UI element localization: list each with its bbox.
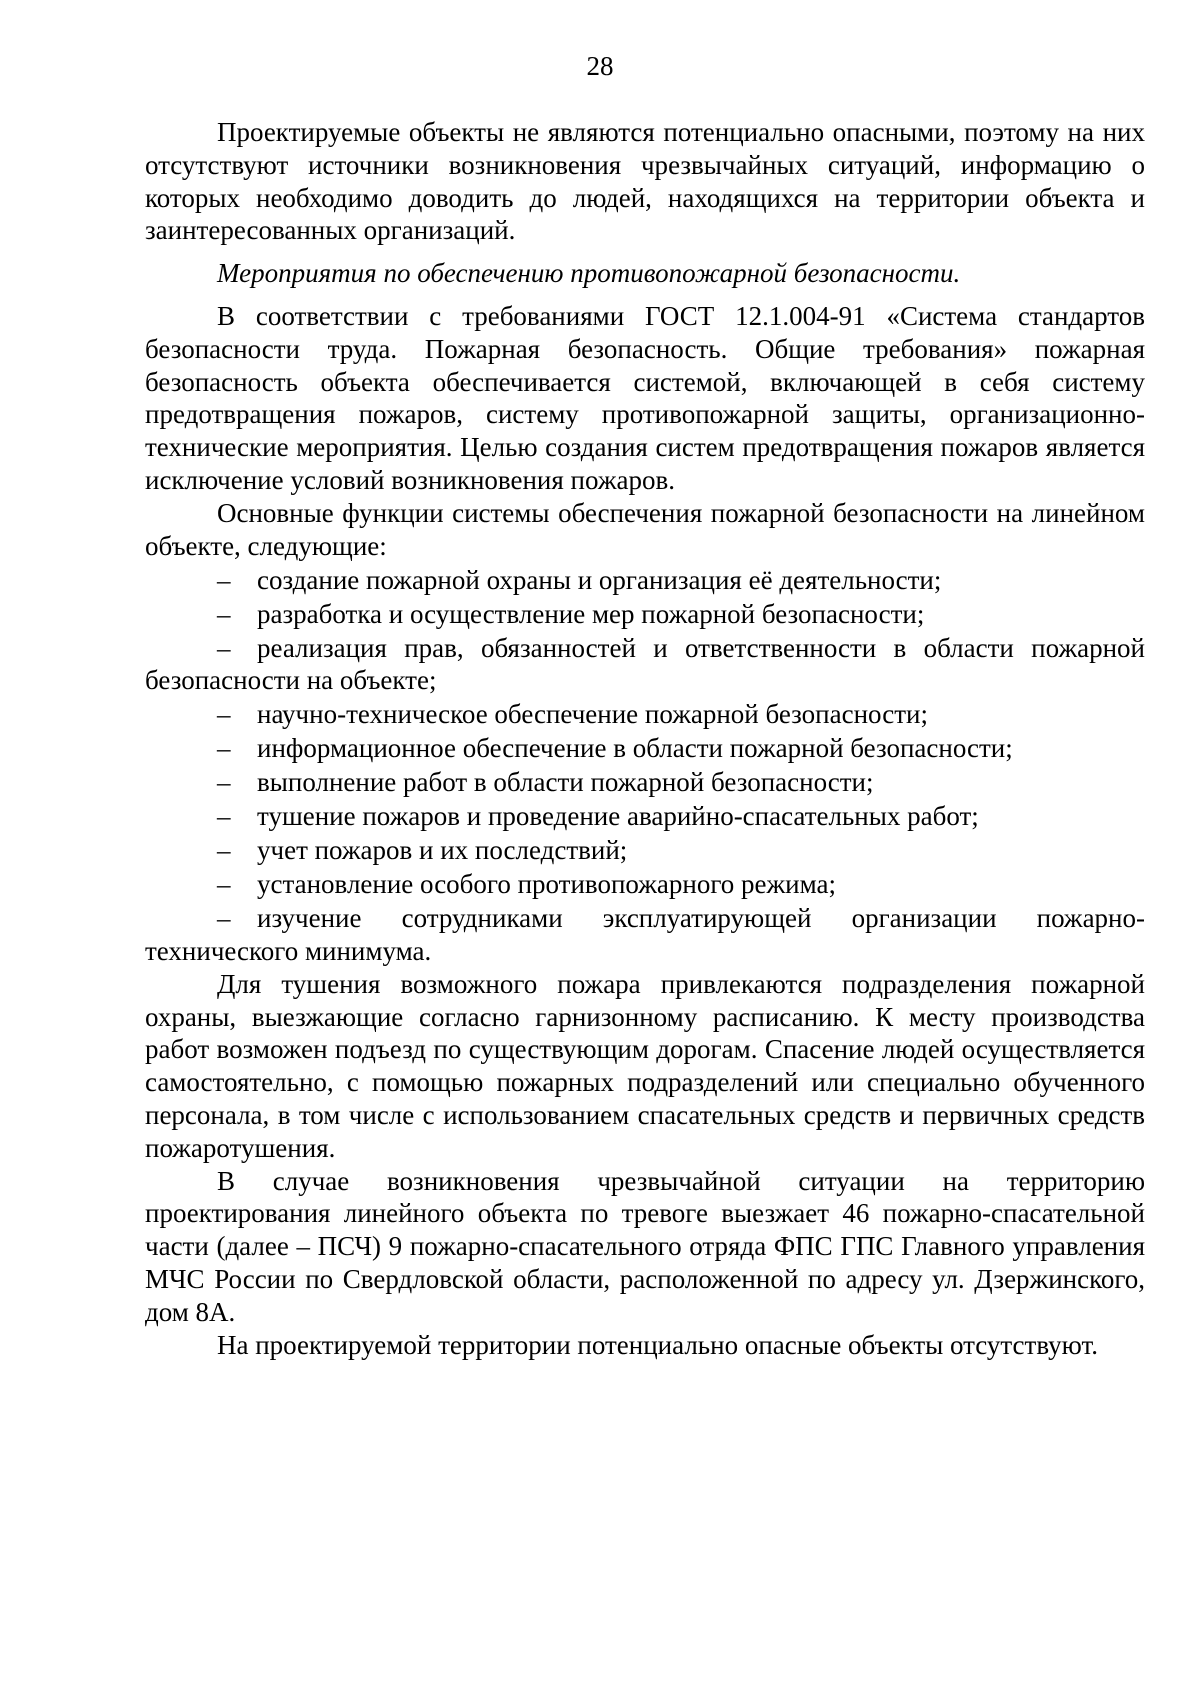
list-item bbox=[145, 562, 1145, 596]
list-item-text: создание пожарной охраны и организация её деятельности; bbox=[257, 564, 942, 595]
list-item-text: установление особого противопожарного режима; bbox=[257, 869, 836, 900]
dash-marker: – bbox=[217, 835, 231, 866]
list-item-text: учет пожаров и их последствий; bbox=[257, 835, 628, 866]
paragraph-conclusion: На проектируемой территории потенциально опасные объекты отсутствуют. bbox=[217, 1329, 1098, 1360]
paragraph-emergency-response: В случае возникновения чрезвычайной ситуации на территорию проектирования линейного объекта по тревоге выезжает 46 пожарно-спасательной части (далее – ПСЧ) 9 пожарно-спасательного отряда ФПС ГПС Главного управления МЧС России по Свердловской области, расположенной по адресу ул. Дзержинского, дом 8А. bbox=[145, 1165, 1145, 1327]
list-item bbox=[145, 867, 1145, 901]
paragraph-extinguishing: Для тушения возможного пожара привлекаются подразделения пожарной охраны, выезжающие согласно гарнизонному расписанию. К месту производства работ возможен подъезд по существующим дорогам. Спасение людей осуществляется самостоятельно, с помощью пожарных подразделений или специально обученного персонала, в том числе с использованием спасательных средств и первичных средств пожаротушения. bbox=[145, 968, 1145, 1163]
list-item bbox=[145, 901, 1145, 968]
list-item-text: тушение пожаров и проведение аварийно-спасательных работ; bbox=[257, 801, 979, 832]
document-body bbox=[145, 116, 1145, 1361]
list-item bbox=[145, 731, 1145, 765]
paragraph-intro: Проектируемые объекты не являются потенциально опасными, поэтому на них отсутствуют источники возникновения чрезвычайных ситуаций, информацию о которых необходимо доводить до людей, находящихся на территории объекта и заинтересованных организаций. bbox=[145, 117, 1145, 246]
dash-marker: – bbox=[217, 801, 231, 832]
list-item bbox=[145, 596, 1145, 630]
dash-marker: – bbox=[217, 903, 231, 934]
list-item bbox=[145, 630, 1145, 697]
list-item bbox=[145, 833, 1145, 867]
dash-marker: – bbox=[217, 767, 231, 798]
list-item-text: изучение сотрудниками эксплуатирующей организации пожарно-технического минимума. bbox=[145, 903, 1145, 966]
list-item-text: научно-техническое обеспечение пожарной безопасности; bbox=[257, 699, 928, 730]
list-item-text: реализация прав, обязанностей и ответственности в области пожарной безопасности на объекте; bbox=[145, 632, 1145, 696]
list-item bbox=[145, 697, 1145, 731]
dash-marker: – bbox=[217, 632, 231, 663]
dash-marker: – bbox=[217, 733, 231, 764]
list-item-text: информационное обеспечение в области пожарной безопасности; bbox=[257, 733, 1013, 764]
dash-marker: – bbox=[217, 598, 231, 629]
list-item bbox=[145, 799, 1145, 833]
page-number: 28 bbox=[586, 51, 614, 81]
functions-list bbox=[145, 562, 1145, 967]
dash-marker: – bbox=[217, 564, 231, 595]
paragraph-main-functions: Основные функции системы обеспечения пожарной безопасности на линейном объекте, следующие: bbox=[145, 497, 1145, 561]
section-heading-fire-safety: Мероприятия по обеспечению противопожарной безопасности. bbox=[217, 258, 961, 289]
list-item bbox=[145, 765, 1145, 799]
list-item-text: разработка и осуществление мер пожарной безопасности; bbox=[257, 598, 925, 629]
list-item-text: выполнение работ в области пожарной безопасности; bbox=[257, 767, 874, 798]
paragraph-gost-requirements: В соответствии с требованиями ГОСТ 12.1.004-91 «Система стандартов безопасности труда. Пожарная безопасность. Общие требования» пожарная безопасность объекта обеспечивается системой, включающей в себя систему предотвращения пожаров, систему противопожарной защиты, организационно-технические мероприятия. Целью создания систем предотвращения пожаров является исключение условий возникновения пожаров. bbox=[145, 300, 1145, 495]
dash-marker: – bbox=[217, 869, 231, 900]
dash-marker: – bbox=[217, 699, 231, 730]
